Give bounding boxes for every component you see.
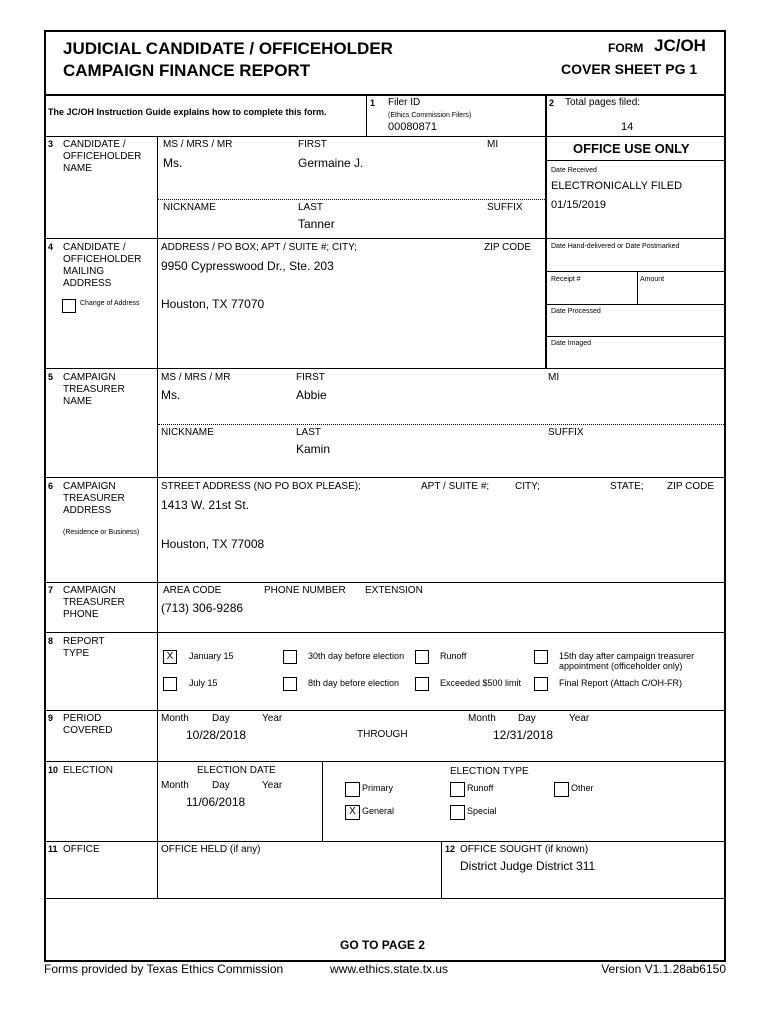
change-of-address-checkbox[interactable] bbox=[62, 299, 76, 313]
section11-label: OFFICE bbox=[63, 844, 100, 855]
section9-number: 9 bbox=[48, 713, 54, 723]
s11-held-label: OFFICE HELD (if any) bbox=[161, 844, 261, 855]
s5-first-label: FIRST bbox=[296, 372, 325, 383]
s6-city-label: CITY; bbox=[515, 481, 540, 492]
s5-nickname-label: NICKNAME bbox=[161, 427, 214, 438]
receipt-label: Receipt # bbox=[551, 276, 581, 283]
report-type-january15-checkbox[interactable]: X bbox=[163, 650, 177, 664]
report-type-runoff-label: Runoff bbox=[440, 651, 467, 661]
s6-zip-label: ZIP CODE bbox=[667, 481, 715, 492]
s5-last-label: LAST bbox=[296, 427, 322, 438]
date-processed-label: Date Processed bbox=[551, 308, 601, 315]
s10-date-label: ELECTION DATE bbox=[197, 765, 276, 776]
s3-first-value: Germaine J. bbox=[298, 156, 364, 170]
s7-area-label: AREA CODE bbox=[163, 585, 222, 596]
s9-to-day-label: Day bbox=[518, 713, 536, 724]
date-imaged-label: Date Imaged bbox=[551, 340, 592, 347]
s5-last-value: Kamin bbox=[296, 442, 331, 456]
s3-suffix-label: SUFFIX bbox=[487, 202, 523, 213]
s6-state-label: STATE; bbox=[610, 481, 644, 492]
election-type-primary-label: Primary bbox=[362, 783, 393, 793]
cover-sheet-label: COVER SHEET PG 1 bbox=[561, 61, 698, 77]
section3-number: 3 bbox=[48, 139, 54, 149]
section9-label: PERIOD COVERED bbox=[63, 713, 113, 736]
report-type-8th-day-checkbox[interactable] bbox=[283, 677, 297, 691]
section10-label: ELECTION bbox=[63, 765, 114, 776]
header-divider bbox=[44, 94, 726, 96]
section3-label: CANDIDATE / OFFICEHOLDER NAME bbox=[63, 139, 142, 174]
s7-phone-label: PHONE NUMBER bbox=[264, 585, 346, 596]
footer-website[interactable]: www.ethics.state.tx.us bbox=[330, 962, 449, 976]
section11-number: 11 bbox=[48, 844, 58, 854]
s7-ext-label: EXTENSION bbox=[365, 585, 423, 596]
form-title-line1: JUDICIAL CANDIDATE / OFFICEHOLDER bbox=[63, 39, 393, 58]
report-type-30th-day-checkbox[interactable] bbox=[283, 650, 297, 664]
election-type-runoff-checkbox[interactable] bbox=[450, 782, 465, 797]
s4-address-label: ADDRESS / PO BOX; APT / SUITE #; CITY; bbox=[161, 242, 357, 253]
s5-first-value: Abbie bbox=[296, 388, 327, 402]
report-type-runoff-checkbox[interactable] bbox=[415, 650, 429, 664]
change-of-address-label: Change of Address bbox=[80, 300, 140, 307]
s4-address-line1: 9950 Cypresswood Dr., Ste. 203 bbox=[161, 259, 334, 273]
section7-label: CAMPAIGN TREASURER PHONE bbox=[63, 585, 125, 620]
report-type-exceeded-label: Exceeded $500 limit bbox=[440, 678, 522, 688]
election-type-primary-checkbox[interactable] bbox=[345, 782, 360, 797]
report-type-8th-day-label: 8th day before election bbox=[308, 678, 400, 688]
section5-number: 5 bbox=[48, 372, 54, 382]
s9-to-month-label: Month bbox=[468, 713, 496, 724]
s9-through-label: THROUGH bbox=[357, 729, 408, 740]
s7-phone-value: (713) 306-9286 bbox=[161, 601, 244, 615]
s4-address-line2: Houston, TX 77070 bbox=[161, 297, 265, 311]
section6-sublabel: (Residence or Business) bbox=[63, 529, 140, 536]
s10-date-value: 11/06/2018 bbox=[186, 795, 246, 809]
filer-id-sublabel: (Ethics Commission Filers) bbox=[388, 112, 472, 119]
amount-label: Amount bbox=[640, 276, 665, 283]
s4-zip-label: ZIP CODE bbox=[484, 242, 532, 253]
election-type-other-label: Other bbox=[571, 783, 594, 793]
s9-from-value: 10/28/2018 bbox=[186, 728, 247, 742]
s9-from-month-label: Month bbox=[161, 713, 189, 724]
s5-suffix-label: SUFFIX bbox=[548, 427, 584, 438]
section6-number: 6 bbox=[48, 481, 54, 491]
form-code: JC/OH bbox=[654, 36, 706, 55]
section7-number: 7 bbox=[48, 585, 54, 595]
total-pages-label: Total pages filed: bbox=[565, 97, 641, 108]
section12-number: 12 bbox=[445, 844, 456, 854]
section10-number: 10 bbox=[48, 765, 59, 775]
s10-day-label: Day bbox=[212, 780, 230, 791]
report-type-july15-checkbox[interactable] bbox=[163, 677, 177, 691]
filed-status: ELECTRONICALLY FILED bbox=[551, 180, 683, 192]
s6-apt-label: APT / SUITE #; bbox=[421, 481, 490, 492]
report-type-july15-label: July 15 bbox=[189, 678, 218, 688]
election-type-special-checkbox[interactable] bbox=[450, 805, 465, 820]
s10-year-label: Year bbox=[262, 780, 283, 791]
section12-value: District Judge District 311 bbox=[460, 859, 596, 873]
goto-page-2: GO TO PAGE 2 bbox=[340, 938, 425, 952]
election-type-general-checkbox[interactable]: X bbox=[345, 805, 360, 820]
s3-last-value: Tanner bbox=[298, 217, 335, 231]
filer-id-value: 00080871 bbox=[388, 121, 437, 133]
section4-label: CANDIDATE / OFFICEHOLDER MAILING ADDRESS bbox=[63, 242, 142, 289]
election-type-other-checkbox[interactable] bbox=[554, 782, 569, 797]
footer-version: Version V1.1.28ab6150 bbox=[601, 962, 726, 976]
report-type-15th-day-checkbox[interactable] bbox=[534, 650, 548, 664]
s6-street-label: STREET ADDRESS (NO PO BOX PLEASE); bbox=[161, 481, 361, 492]
report-type-exceeded-checkbox[interactable] bbox=[415, 677, 429, 691]
s3-nickname-label: NICKNAME bbox=[163, 202, 216, 213]
footer-provider: Forms provided by Texas Ethics Commission bbox=[44, 962, 284, 976]
s3-title-value: Ms. bbox=[163, 156, 183, 170]
hand-delivered-label: Date Hand-delivered or Date Postmarked bbox=[551, 243, 680, 250]
s9-to-value: 12/31/2018 bbox=[493, 728, 554, 742]
form-word: FORM bbox=[608, 41, 644, 55]
filer-id-number: 1 bbox=[370, 98, 376, 108]
total-pages-number: 2 bbox=[549, 98, 555, 108]
s3-mi-label: MI bbox=[487, 139, 499, 150]
section8-number: 8 bbox=[48, 636, 54, 646]
election-type-runoff-label: Runoff bbox=[467, 783, 494, 793]
instruction-text: The JC/OH Instruction Guide explains how to complete this form. bbox=[48, 107, 327, 117]
s9-from-day-label: Day bbox=[212, 713, 230, 724]
office-use-title: OFFICE USE ONLY bbox=[573, 141, 690, 156]
election-type-general-label: General bbox=[362, 806, 395, 816]
report-type-30th-day-label: 30th day before election bbox=[308, 651, 405, 661]
report-type-final-label: Final Report (Attach C/OH-FR) bbox=[559, 678, 683, 688]
section4-number: 4 bbox=[48, 242, 54, 252]
section8-label: REPORT TYPE bbox=[63, 636, 105, 659]
report-type-final-checkbox[interactable] bbox=[534, 677, 548, 691]
s5-mi-label: MI bbox=[548, 372, 560, 383]
s3-title-label: MS / MRS / MR bbox=[163, 139, 233, 150]
section6-label: CAMPAIGN TREASURER ADDRESS bbox=[63, 481, 125, 516]
report-type-january15-label: January 15 bbox=[189, 651, 234, 661]
election-type-special-label: Special bbox=[467, 806, 497, 816]
s10-month-label: Month bbox=[161, 780, 189, 791]
s5-title-value: Ms. bbox=[161, 388, 181, 402]
form-title-line2: CAMPAIGN FINANCE REPORT bbox=[63, 61, 311, 80]
report-type-15th-day-label: 15th day after campaign treasurer appointment (officeholder only) bbox=[559, 651, 695, 671]
total-pages-value: 14 bbox=[621, 121, 634, 133]
s10-type-label: ELECTION TYPE bbox=[450, 766, 529, 777]
filed-date: 01/15/2019 bbox=[551, 199, 607, 211]
section5-label: CAMPAIGN TREASURER NAME bbox=[63, 372, 125, 407]
s3-last-label: LAST bbox=[298, 202, 324, 213]
s9-to-year-label: Year bbox=[569, 713, 590, 724]
date-received-label: Date Received bbox=[551, 167, 597, 174]
s3-first-label: FIRST bbox=[298, 139, 327, 150]
s6-address-line1: 1413 W. 21st St. bbox=[161, 498, 250, 512]
s5-title-label: MS / MRS / MR bbox=[161, 372, 231, 383]
section12-label: OFFICE SOUGHT (if known) bbox=[460, 844, 589, 855]
s6-address-line2: Houston, TX 77008 bbox=[161, 537, 265, 551]
s9-from-year-label: Year bbox=[262, 713, 283, 724]
filer-id-label: Filer ID bbox=[388, 97, 421, 108]
